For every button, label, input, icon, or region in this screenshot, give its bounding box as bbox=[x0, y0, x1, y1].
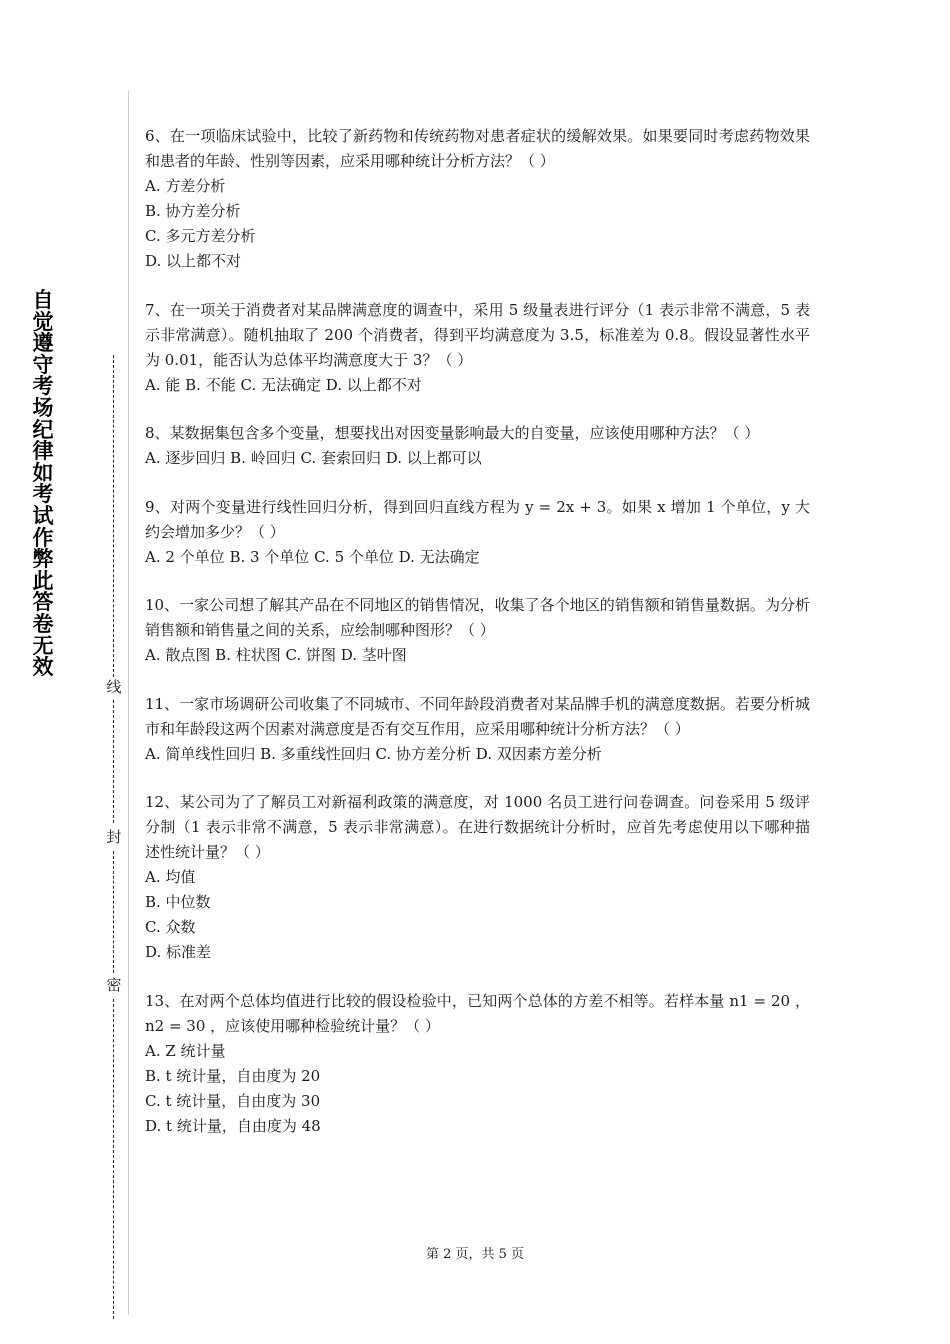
question-stem: 9、对两个变量进行线性回归分析，得到回归直线方程为 y = 2x + 3。如果 x 增加 1 个单位，y 大约会增加多少？（ ） bbox=[145, 497, 810, 541]
dashed-line-segment bbox=[113, 355, 114, 677]
question-stem: 7、在一项关于消费者对某品牌满意度的调查中，采用 5 级量表进行评分（1 表示非常不满意，5 表示非常满意）。随机抽取了 200 个消费者，得到平均满意度为 3.5，标准差为 0.8。假设显著性水平为 0.01，能否认为总体平均满意度大于 3？（ ） bbox=[145, 300, 810, 369]
question-stem: 8、某数据集包含多个变量，想要找出对因变量影响最大的自变量，应该使用哪种方法？（ ） bbox=[145, 424, 760, 442]
question-10 bbox=[145, 593, 810, 668]
option-c: C. 多元方差分析 bbox=[145, 227, 256, 245]
dashed-line-segment bbox=[113, 700, 114, 823]
option-a: A. Z 统计量 bbox=[145, 1041, 226, 1060]
options-line: A. 简单线性回归 B. 多重线性回归 C. 协方差分析 D. 双因素方差分析 bbox=[145, 744, 602, 763]
option-c: C. t 统计量，自由度为 30 bbox=[145, 1091, 321, 1110]
question-stem: 12、某公司为了了解员工对新福利政策的满意度，对 1000 名员工进行问卷调查。问卷采用 5 级评分制（1 表示非常不满意，5 表示非常满意）。在进行数据统计分析时，应首先考虑使用以下哪种描述性统计量？（ ） bbox=[145, 793, 810, 861]
question-7 bbox=[145, 298, 810, 398]
question-9 bbox=[145, 495, 810, 570]
option-d: D. 以上都不对 bbox=[145, 252, 242, 270]
options-line: A. 散点图 B. 柱状图 C. 饼图 D. 茎叶图 bbox=[145, 646, 407, 664]
dashed-line-segment bbox=[113, 851, 114, 973]
option-b: B. 中位数 bbox=[145, 893, 211, 911]
question-12 bbox=[145, 790, 810, 965]
options-line: A. 逐步回归 B. 岭回归 C. 套索回归 D. 以上都可以 bbox=[145, 449, 482, 467]
binding-label-secret: 密 bbox=[104, 977, 124, 994]
option-b: B. t 统计量，自由度为 20 bbox=[145, 1066, 321, 1085]
option-a: A. 方差分析 bbox=[145, 177, 226, 195]
binding-label-line: 线 bbox=[104, 679, 124, 696]
option-d: D. t 统计量，自由度为 48 bbox=[145, 1116, 321, 1135]
binding-line bbox=[102, 355, 130, 1320]
margin-rule bbox=[128, 90, 129, 1315]
binding-label-seal: 封 bbox=[104, 829, 124, 846]
question-8 bbox=[145, 421, 810, 471]
question-stem: 6、在一项临床试验中，比较了新药物和传统药物对患者症状的缓解效果。如果要同时考虑药物效果和患者的年龄、性别等因素，应采用哪种统计分析方法？（ ） bbox=[145, 127, 810, 170]
question-6 bbox=[145, 124, 810, 274]
question-11 bbox=[145, 692, 810, 767]
question-stem: 13、在对两个总体均值进行比较的假设检验中，已知两个总体的方差不相等。若样本量 n1 = 20 ，n2 = 30 ，应该使用哪种检验统计量？（ ） bbox=[145, 991, 810, 1035]
question-list bbox=[145, 124, 810, 1162]
option-b: B. 协方差分析 bbox=[145, 202, 241, 220]
option-d: D. 标准差 bbox=[145, 943, 212, 961]
question-stem: 11、一家市场调研公司收集了不同城市、不同年龄段消费者对某品牌手机的满意度数据。若要分析城市和年龄段这两个因素对满意度是否有交互作用，应采用哪种统计分析方法？（ ） bbox=[145, 694, 810, 738]
options-line: A. 2 个单位 B. 3 个单位 C. 5 个单位 D. 无法确定 bbox=[145, 547, 480, 566]
option-a: A. 均值 bbox=[145, 868, 196, 886]
question-13 bbox=[145, 989, 810, 1139]
page-number: 第 2 页，共 5 页 bbox=[425, 1247, 525, 1262]
question-stem: 10、一家公司想了解其产品在不同地区的销售情况，收集了各个地区的销售额和销售量数据。为分析销售额和销售量之间的关系，应绘制哪种图形？（ ） bbox=[145, 596, 810, 639]
side-warning-text: 自觉遵守考场纪律如考试作弊此答卷无效 bbox=[32, 288, 54, 680]
option-c: C. 众数 bbox=[145, 918, 196, 936]
dashed-line-segment bbox=[113, 999, 114, 1319]
options-line: A. 能 B. 不能 C. 无法确定 D. 以上都不对 bbox=[145, 375, 422, 394]
